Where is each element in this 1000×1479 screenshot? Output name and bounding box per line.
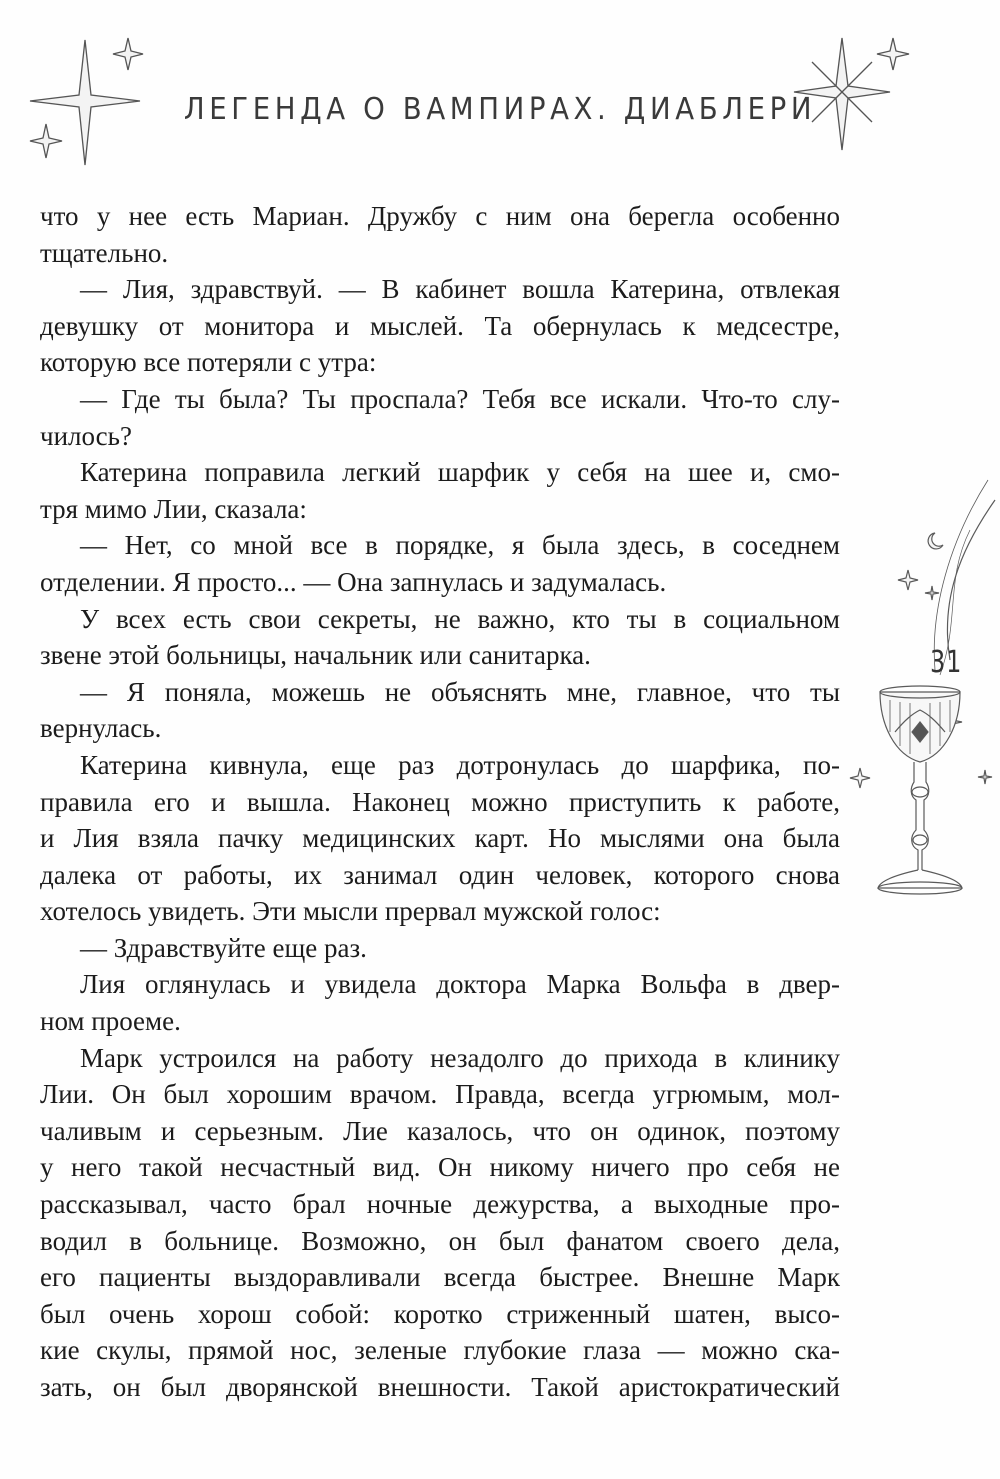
sparkle-icon	[850, 768, 870, 788]
sparkle-icon	[877, 38, 909, 70]
text-line: правила его и вышла. Наконец можно приступить к работе,	[40, 786, 840, 817]
text-line: тщательно.	[40, 237, 169, 268]
text-line: вернулась.	[40, 713, 162, 744]
text-line: что у нее есть Мариан. Дружбу с ним она берегла особенно	[40, 201, 840, 231]
text-line: Лии. Он был хорошим врачом. Правда, всегда угрюмым, мол-	[40, 1079, 840, 1110]
page-number: 31	[930, 645, 963, 680]
text-line: — Лия, здравствуй. — В кабинет вошла Катерина, отвлекая	[80, 274, 840, 305]
text-line: тря мимо Лии, сказала:	[40, 493, 307, 524]
moon-icon	[928, 533, 943, 549]
sparkle-icon	[978, 770, 992, 784]
text-line: У всех есть свои секреты, не важно, кто ты в социальном	[80, 603, 840, 634]
text-line: — Где ты была? Ты проспала? Тебя все искали. Что-то слу-	[80, 383, 840, 414]
text-line: звене этой больницы, начальник или санитарка.	[40, 640, 591, 671]
text-line: — Здравствуйте еще раз.	[80, 932, 367, 963]
text-line: которую все потеряли с утра:	[40, 347, 377, 378]
text-line: у него такой несчастный вид. Он никому ничего про себя не	[40, 1152, 840, 1183]
text-line: отделении. Я просто... — Она запнулась и задумалась.	[40, 566, 667, 597]
text-line: чилось?	[40, 420, 132, 451]
text-line: кие скулы, прямой нос, зеленые глубокие глаза — можно ска-	[40, 1335, 840, 1366]
goblet-icon	[878, 686, 962, 894]
text-line: — Я поняла, можешь не объяснять мне, главное, что ты	[80, 676, 840, 707]
text-line: далека от работы, их занимал один человек, которого снова	[40, 859, 840, 890]
body-text	[40, 198, 840, 1406]
text-line: — Нет, со мной все в порядке, я была здесь, в соседнем	[80, 530, 840, 561]
text-line: был очень хорош собой: коротко стриженный шатен, высо-	[40, 1298, 840, 1329]
text-line: чаливым и серьезным. Лие казалось, что он одинок, поэтому	[40, 1115, 840, 1146]
text-line: Катерина поправила легкий шарфик у себя на шее и, смо-	[80, 457, 840, 488]
sparkle-icon	[898, 570, 918, 590]
text-line: рассказывал, часто брал ночные дежурства, а выходные про-	[40, 1189, 840, 1220]
text-line: зать, он был дворянской внешности. Такой аристократический	[40, 1372, 840, 1402]
text-line: Марк устроился на работу незадолго до прихода в клинику	[80, 1042, 840, 1073]
text-line: Лия оглянулась и увидела доктора Марка Вольфа в двер-	[80, 969, 840, 1000]
sparkle-icon	[30, 124, 62, 158]
sparkle-icon	[925, 586, 939, 600]
text-line: хотелось увидеть. Эти мысли прервал мужской голос:	[40, 896, 661, 927]
goblet-ornament	[840, 470, 1000, 910]
text-line: девушку от монитора и мыслей. Та обернулась к медсестре,	[40, 310, 840, 341]
text-line: его пациенты выздоравливали всегда быстрее. Внешне Марк	[40, 1262, 840, 1293]
text-line: и Лия взяла пачку медицинских карт. Но мыслями она была	[40, 823, 840, 854]
sparkle-icon	[113, 38, 143, 70]
text-line: ном проеме.	[40, 1006, 181, 1037]
text-line: Катерина кивнула, еще раз дотронулась до шарфика, по-	[80, 749, 840, 780]
text-line: водил в больнице. Возможно, он был фанатом своего дела,	[40, 1225, 840, 1256]
running-header-title: ЛЕГЕНДА О ВАМПИРАХ. ДИАБЛЕРИ	[183, 92, 817, 127]
